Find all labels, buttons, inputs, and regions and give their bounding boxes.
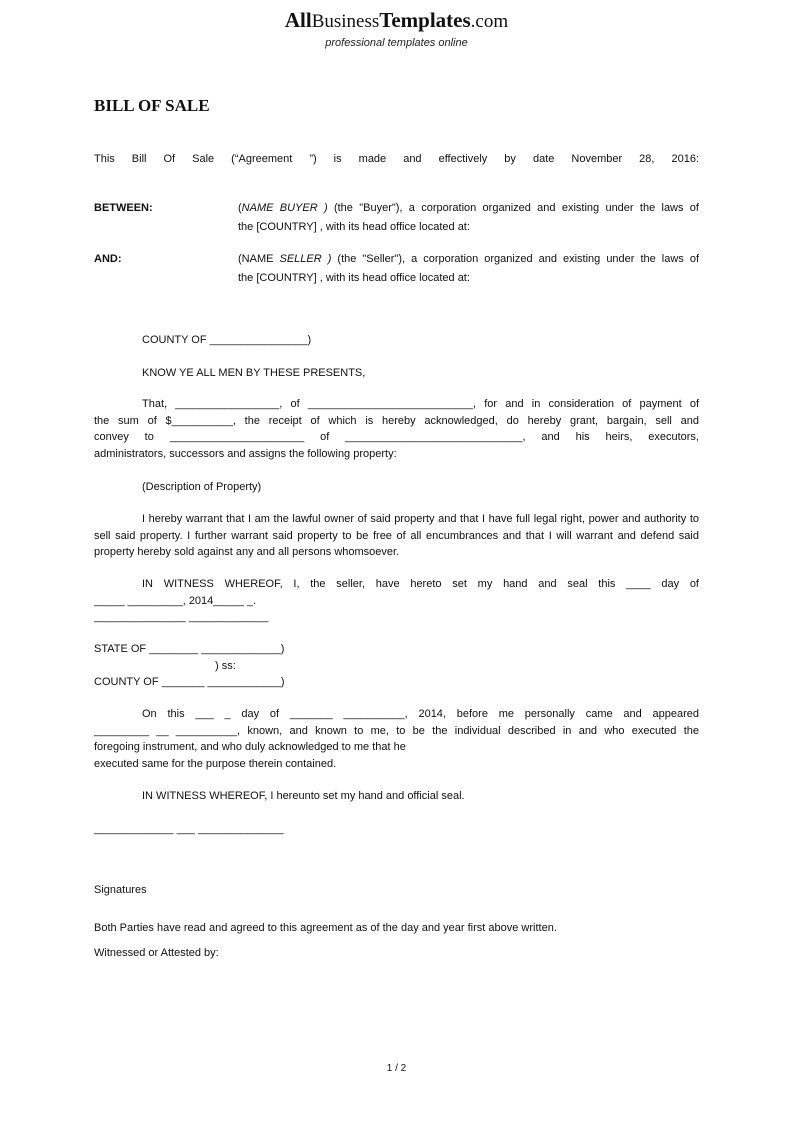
notary-signature-line: _____________ ___ ______________ [94, 823, 284, 835]
that-line-3: convey to ______________________ of _____________________________, and his heirs, executors, [94, 431, 699, 443]
description-of-property: (Description of Property) [142, 481, 262, 493]
that-line-2: the sum of $__________, the receipt of which is hereby acknowledged, do hereby grant, bargain, sell and [94, 414, 699, 427]
brand-part-b: Business [311, 11, 380, 32]
witness-whereof-2: IN WITNESS WHEREOF, I hereunto set my hand and official seal. [142, 790, 465, 802]
witness-line-1: IN WITNESS WHEREOF, I, the seller, have hereto set my hand and seal this ____ day of [142, 578, 699, 590]
buyer-line-1 [238, 199, 699, 218]
both-parties-statement: Both Parties have read and agreed to this agreement as of the day and year first above written. [94, 922, 557, 934]
brand-title [0, 8, 793, 33]
state-of-line: STATE OF ________ _____________) [94, 643, 285, 655]
buyer-line-1-text: (the "Buyer"), a corporation organized and existing under the laws of [327, 202, 699, 214]
seller-paren: (NAME [238, 253, 280, 265]
and-label: AND: [94, 253, 122, 265]
that-line-1: That, _________________, of ___________________________, for and in consideration of payment of [142, 398, 699, 410]
on-this-line-1: On this ___ _ day of _______ __________, 2014, before me personally came and appeared [142, 708, 699, 720]
page-number: 1 / 2 [386, 1063, 407, 1074]
that-line-4: administrators, successors and assigns the following property: [94, 447, 397, 460]
seller-line-2: the [COUNTRY] , with its head office located at: [238, 271, 470, 284]
witnessed-by-label: Witnessed or Attested by: [94, 947, 219, 959]
ss-line: ) ss: [215, 660, 236, 672]
brand-tagline: professional templates online [325, 37, 468, 49]
seller-clause [238, 250, 699, 287]
seller-signature-line: _______________ _____________ [94, 611, 269, 623]
on-this-line-2: _________ __ __________, known, and known to me, to be the individual described in and who executed the [94, 724, 699, 737]
signatures-heading: Signatures [94, 884, 147, 896]
intro-paragraph: This Bill Of Sale (“Agreement ”) is made and effectively by date November 28, 2016: [94, 153, 699, 165]
on-this-line-4: executed same for the purpose therein contained. [94, 757, 337, 770]
seller-line-1 [238, 250, 699, 269]
document-title: BILL OF SALE [94, 96, 210, 115]
brand-part-c: Templates [379, 8, 471, 32]
seller-line-1-text: (the "Seller"), a corporation organized and existing under the laws of [331, 253, 699, 265]
county-of-2: COUNTY OF _______ ____________) [94, 676, 285, 688]
buyer-line-2: the [COUNTRY] , with its head office located at: [238, 220, 470, 233]
warranty-paragraph: I hereby warrant that I am the lawful owner of said property and that I have full legal right, power and authority to sell said property. I further warrant said property to be free of all encumbrances and that I will warrant and defend said property hereby sold against any and all persons whomsoever. [94, 513, 699, 558]
buyer-name-placeholder: NAME BUYER ) [241, 202, 328, 214]
between-label: BETWEEN: [94, 202, 153, 214]
on-this-line-3: foregoing instrument, and who duly acknowledged to me that he [94, 741, 406, 753]
county-of-1: COUNTY OF ________________) [142, 334, 312, 346]
witness-line-2: _____ _________, 2014_____ _. [94, 594, 257, 607]
brand-part-a: All [284, 8, 312, 32]
brand-part-d: .com [470, 11, 509, 32]
buyer-paren: ( [238, 202, 242, 214]
buyer-clause [238, 199, 699, 236]
seller-name-placeholder: SELLER ) [279, 253, 332, 265]
know-ye-line: KNOW YE ALL MEN BY THESE PRESENTS, [142, 367, 366, 379]
